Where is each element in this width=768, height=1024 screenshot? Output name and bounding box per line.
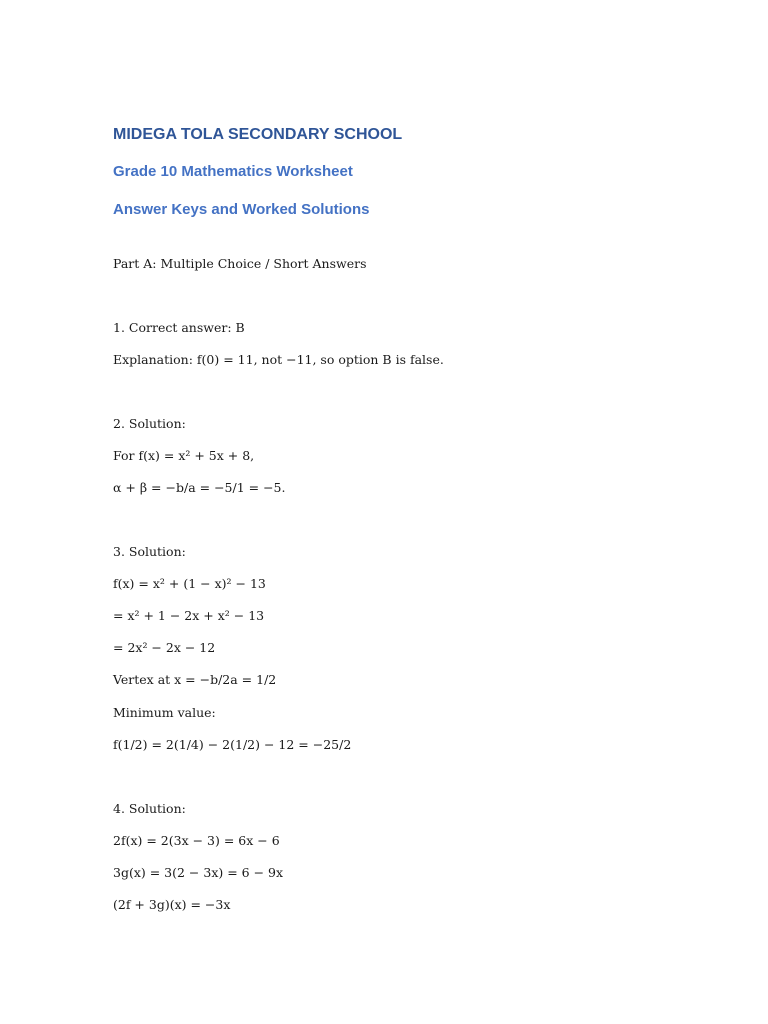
question-3-line: Vertex at x = −b/2a = 1/2 [113, 672, 277, 687]
question-4-line: (2f + 3g)(x) = −3x [113, 897, 231, 912]
question-2-line: For f(x) = x² + 5x + 8, [113, 448, 255, 463]
question-3-line: = x² + 1 − 2x + x² − 13 [113, 608, 265, 623]
question-3-line: f(x) = x² + (1 − x)² − 13 [113, 576, 266, 591]
question-3-line: Minimum value: [113, 705, 216, 720]
school-title: MIDEGA TOLA SECONDARY SCHOOL [113, 126, 403, 143]
question-1-explanation: Explanation: f(0) = 11, not −11, so option B is false. [113, 352, 444, 367]
question-3-line: = 2x² − 2x − 12 [113, 640, 216, 655]
question-2-line: α + β = −b/a = −5/1 = −5. [113, 480, 286, 495]
part-a-heading: Part A: Multiple Choice / Short Answers [113, 256, 367, 271]
question-4-line: 3g(x) = 3(2 − 3x) = 6 − 9x [113, 865, 284, 880]
question-3-line: f(1/2) = 2(1/4) − 2(1/2) − 12 = −25/2 [113, 737, 352, 752]
answer-key-subtitle: Answer Keys and Worked Solutions [113, 201, 370, 218]
question-3-title: 3. Solution: [113, 544, 186, 559]
question-4-title: 4. Solution: [113, 801, 186, 816]
question-1-title: 1. Correct answer: B [113, 320, 245, 335]
worksheet-title: Grade 10 Mathematics Worksheet [113, 163, 353, 180]
question-2-title: 2. Solution: [113, 416, 186, 431]
question-4-line: 2f(x) = 2(3x − 3) = 6x − 6 [113, 833, 280, 848]
